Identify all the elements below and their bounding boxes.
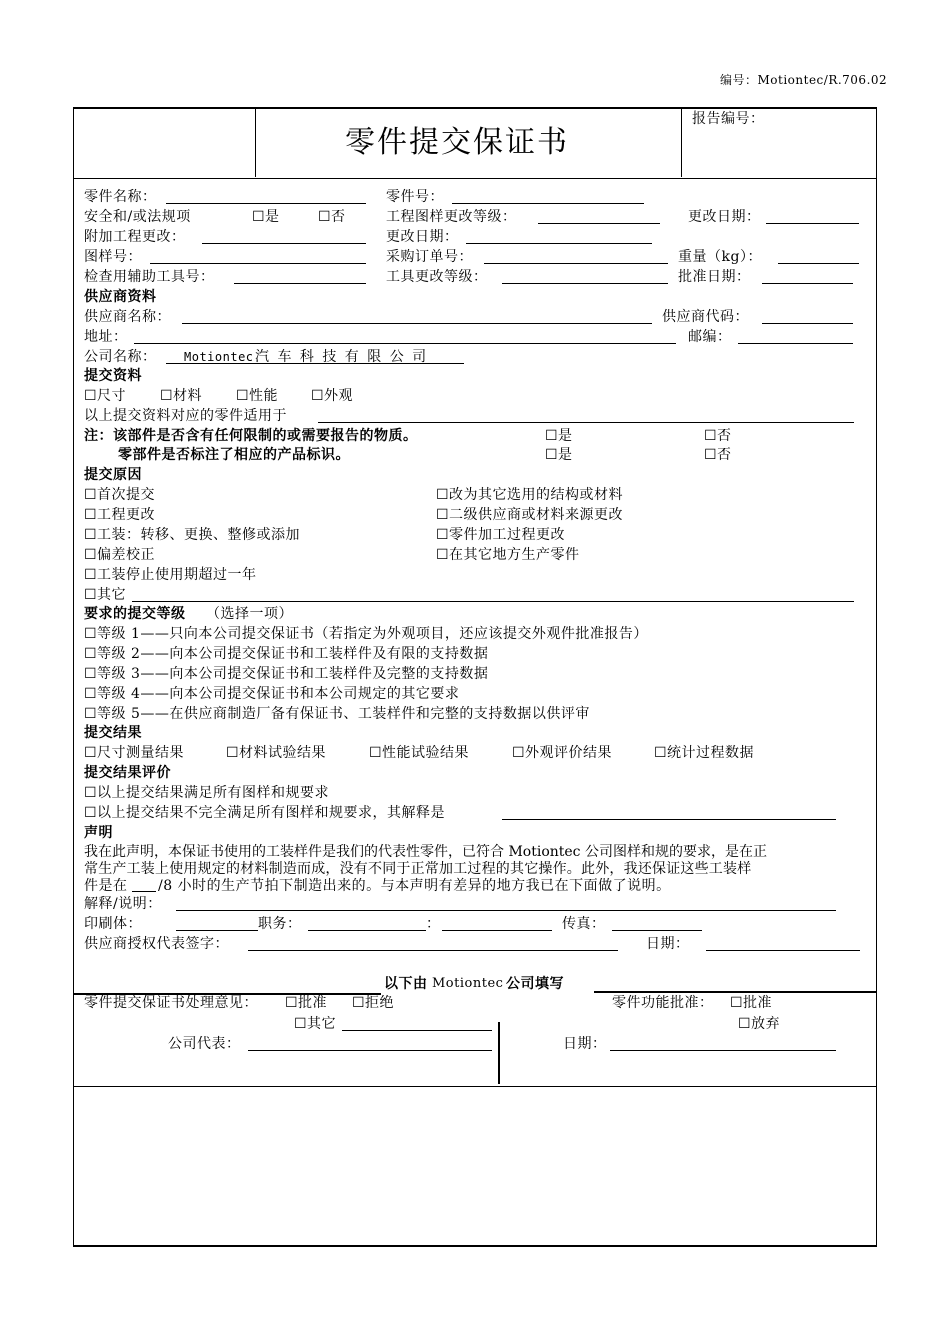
reason-tooling[interactable]: ☐工装：转移、更换、整修或添加 <box>84 527 301 543</box>
part-number-label: 零件号： <box>386 189 444 205</box>
supplier-code-field[interactable] <box>762 323 853 324</box>
function-approve-checkbox[interactable]: ☐批准 <box>730 995 773 1011</box>
product-id-yes-checkbox[interactable]: ☐是 <box>545 447 573 463</box>
part-number-field[interactable] <box>452 203 644 204</box>
cycle-time-field[interactable] <box>132 891 156 892</box>
reason-engineering-change[interactable]: ☐工程更改 <box>84 507 156 523</box>
address-label: 地址： <box>84 329 128 345</box>
reason-subsupplier-change[interactable]: ☐二级供应商或材料来源更改 <box>436 507 624 523</box>
checkbox-appearance[interactable]: ☐外观 <box>311 388 354 404</box>
drawing-change-level-field[interactable] <box>538 223 660 224</box>
reasons-heading: 提交原因 <box>84 467 142 483</box>
drawing-number-label: 图样号： <box>84 249 142 265</box>
applies-to-field[interactable] <box>318 422 854 423</box>
zip-label: 邮编： <box>688 329 732 345</box>
explanation-label: 解释/说明： <box>84 896 162 912</box>
part-name-label: 零件名称： <box>84 189 157 205</box>
phone-label: ： <box>426 916 441 932</box>
result-spc[interactable]: ☐统计过程数据 <box>654 745 755 761</box>
evaluation-heading: 提交结果评价 <box>84 765 171 781</box>
reason-other[interactable]: ☐其它 <box>84 587 127 603</box>
level-3-option[interactable]: ☐等级 3——向本公司提交保证书和工装样件及完整的支持数据 <box>84 666 489 682</box>
declaration-line-3b: /8 小时的生产节拍下制造出来的。与本声明有差异的地方我已在下面做了说明。 <box>158 878 671 894</box>
drawing-change-level-label: 工程图样更改等级： <box>386 209 517 225</box>
level-2-option[interactable]: ☐等级 2——向本公司提交保证书和工装样件及有限的支持数据 <box>84 646 489 662</box>
note-product-id: 零部件是否标注了相应的产品标识。 <box>118 447 350 463</box>
safety-yes-checkbox[interactable]: ☐是 <box>252 209 280 225</box>
phone-field[interactable] <box>442 930 552 931</box>
tool-change-level-field[interactable] <box>502 283 668 284</box>
evaluation-explanation-field[interactable] <box>502 819 836 820</box>
company-date-label: 日期： <box>563 1036 607 1052</box>
approval-date-label: 批准日期： <box>678 269 751 285</box>
company-name-value-cn: 汽 车 科 技 有 限 公 司 <box>255 349 429 365</box>
tool-change-level-label: 工具更改等级： <box>386 269 488 285</box>
result-material[interactable]: ☐材料试验结果 <box>226 745 327 761</box>
checkbox-dimension[interactable]: ☐尺寸 <box>84 388 127 404</box>
results-heading: 提交结果 <box>84 725 142 741</box>
gauge-number-label: 检查用辅助工具号： <box>84 269 215 285</box>
levels-heading: 要求的提交等级 <box>84 606 186 622</box>
weight-label: 重量（kg）： <box>678 249 762 265</box>
fax-label: 传真： <box>562 916 606 932</box>
company-section-heading-post: 公司填写 <box>506 976 564 992</box>
document-number: 编号：Motiontec/R.706.02 <box>720 73 888 87</box>
drawing-number-field[interactable] <box>150 263 366 264</box>
levels-heading-note: （选择一项） <box>206 606 293 622</box>
additional-change-label: 附加工程更改： <box>84 229 186 245</box>
approval-date-field[interactable] <box>762 283 853 284</box>
change-date2-field[interactable] <box>466 243 652 244</box>
company-rep-label: 公司代表： <box>168 1036 241 1052</box>
company-section-heading-pre: 以下由 <box>384 976 428 992</box>
opinion-reject-checkbox[interactable]: ☐拒绝 <box>352 995 395 1011</box>
result-dimensional[interactable]: ☐尺寸测量结果 <box>84 745 185 761</box>
signature-label: 供应商授权代表签字： <box>84 936 229 952</box>
supplier-heading: 供应商资料 <box>84 289 157 305</box>
checkbox-performance[interactable]: ☐性能 <box>236 388 279 404</box>
reason-process-change[interactable]: ☐零件加工过程更改 <box>436 527 566 543</box>
supplier-name-field[interactable] <box>182 323 652 324</box>
function-approval-label: 零件功能批准： <box>612 995 714 1011</box>
print-name-label: 印刷体： <box>84 916 142 932</box>
report-number-label: 报告编号： <box>692 111 765 127</box>
product-id-no-checkbox[interactable]: ☐否 <box>704 447 732 463</box>
change-date-field[interactable] <box>766 223 859 224</box>
supplier-date-label: 日期： <box>646 936 690 952</box>
reason-other-field[interactable] <box>132 601 854 602</box>
po-number-label: 采购订单号： <box>386 249 473 265</box>
change-date-label: 更改日期： <box>688 209 761 225</box>
reason-alt-material[interactable]: ☐改为其它选用的结构或材料 <box>436 487 624 503</box>
reason-other-location[interactable]: ☐在其它地方生产零件 <box>436 547 580 563</box>
supplier-code-label: 供应商代码： <box>662 309 749 325</box>
reason-first-submission[interactable]: ☐首次提交 <box>84 487 156 503</box>
declaration-line-1: 我在此声明，本保证书使用的工装样件是我们的代表性零件，已符合 Motiontec 公司图样和规的要求，是在正 <box>84 844 767 860</box>
evaluation-not-meets[interactable]: ☐以上提交结果不完全满足所有图样和规要求，其解释是 <box>84 805 446 821</box>
restricted-yes-checkbox[interactable]: ☐是 <box>545 428 573 444</box>
change-date2-label: 更改日期： <box>386 229 459 245</box>
weight-field[interactable] <box>778 263 859 264</box>
gauge-number-field[interactable] <box>234 283 366 284</box>
declaration-line-2: 常生产工装上使用规定的材料制造而成，没有不同于正常加工过程的其它操作。此外，我还保证这些工装样 <box>84 861 752 877</box>
safety-no-checkbox[interactable]: ☐否 <box>318 209 346 225</box>
reason-tooling-inactive[interactable]: ☐工装停止使用期超过一年 <box>84 567 257 583</box>
po-number-field[interactable] <box>484 263 668 264</box>
address-field[interactable] <box>134 343 676 344</box>
explanation-field[interactable] <box>176 910 836 911</box>
company-date-field[interactable] <box>610 1050 836 1051</box>
company-name-label: 公司名称： <box>84 349 157 365</box>
declaration-line-3a: 件是在 <box>84 878 128 894</box>
level-4-option[interactable]: ☐等级 4——向本公司提交保证书和本公司规定的其它要求 <box>84 686 460 702</box>
opinion-other-field[interactable] <box>342 1030 492 1031</box>
opinion-approve-checkbox[interactable]: ☐批准 <box>285 995 328 1011</box>
form-title: 零件提交保证书 <box>345 125 569 160</box>
reason-deviation-correction[interactable]: ☐偏差校正 <box>84 547 156 563</box>
company-rep-field[interactable] <box>248 1050 492 1051</box>
supplier-name-label: 供应商名称： <box>84 309 171 325</box>
checkbox-material[interactable]: ☐材料 <box>160 388 203 404</box>
position-field[interactable] <box>308 930 426 931</box>
company-name-value: Motiontec <box>184 350 254 364</box>
evaluation-meets[interactable]: ☐以上提交结果满足所有图样和规要求 <box>84 785 330 801</box>
additional-change-field[interactable] <box>202 243 366 244</box>
declaration-heading: 声明 <box>84 825 113 841</box>
part-name-field[interactable] <box>166 203 366 204</box>
result-appearance[interactable]: ☐外观评价结果 <box>512 745 613 761</box>
note-restricted-substances: 注：该部件是否含有任何限制的或需要报告的物质。 <box>84 428 418 444</box>
fax-field[interactable] <box>612 930 702 931</box>
applies-to-label: 以上提交资料对应的零件适用于 <box>84 408 287 424</box>
zip-field[interactable] <box>738 343 853 344</box>
level-5-option[interactable]: ☐等级 5——在供应商制造厂备有保证书、工装样件和完整的支持数据以供评审 <box>84 706 590 722</box>
print-name-field[interactable] <box>176 930 258 931</box>
safety-label: 安全和/或法规项 <box>84 209 191 225</box>
signature-field[interactable] <box>248 950 618 951</box>
result-performance[interactable]: ☐性能试验结果 <box>369 745 470 761</box>
submission-data-heading: 提交资料 <box>84 368 142 384</box>
restricted-no-checkbox[interactable]: ☐否 <box>704 428 732 444</box>
opinion-label: 零件提交保证书处理意见： <box>84 995 258 1011</box>
position-label: 职务： <box>258 916 302 932</box>
company-section-heading-brand: Motiontec <box>432 976 504 991</box>
level-1-option[interactable]: ☐等级 1——只向本公司提交保证书（若指定为外观项目，还应该提交外观件批准报告） <box>84 626 648 642</box>
function-abandon-checkbox[interactable]: ☐放弃 <box>738 1016 781 1032</box>
supplier-date-field[interactable] <box>706 950 860 951</box>
opinion-other-checkbox[interactable]: ☐其它 <box>294 1016 337 1032</box>
